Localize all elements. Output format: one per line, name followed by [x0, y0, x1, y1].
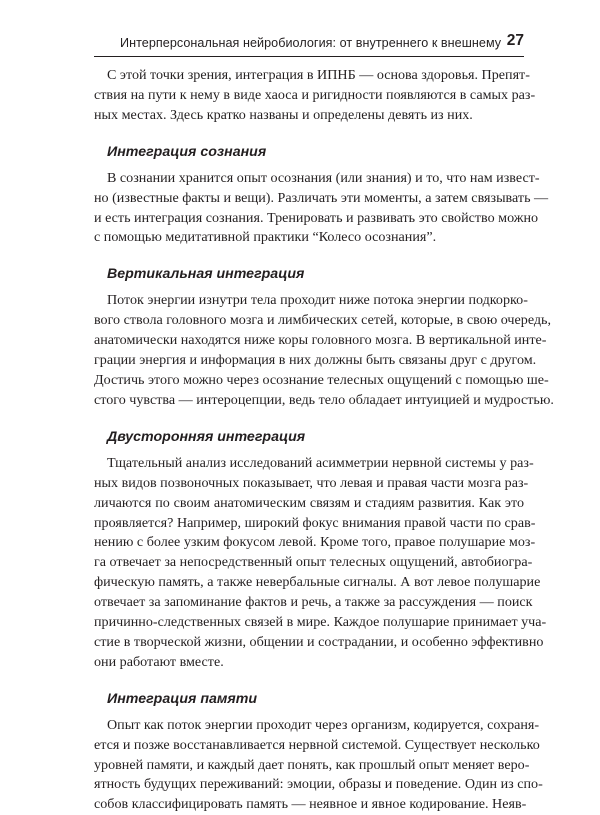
text-line: отвечает за запоминание фактов и речь, а также за рассуждения — поиск — [94, 594, 533, 611]
text-line: но (известные факты и вещи). Различать эти моменты, а затем связывать — — [94, 189, 549, 206]
section-heading-vertical: Вертикальная интеграция — [107, 266, 305, 283]
section-paragraph-bilateral — [94, 454, 547, 673]
text-line: уровней памяти, и каждый дает понять, как прошлый опыт меняет веро- — [94, 756, 530, 773]
text-line: Тщательный анализ исследований асимметрии нервной системы у раз- — [107, 454, 534, 471]
page-body — [94, 66, 554, 815]
text-line: собов классифицировать память — неявное и явное кодирование. Неяв- — [94, 796, 527, 813]
text-line: стие в творческой жизни, общении и сострадании, и особенно эффективно — [94, 633, 544, 650]
text-line: с помощью медитативной практики “Колесо осознания”. — [94, 229, 437, 246]
text-line: они работают вместе. — [94, 653, 224, 670]
text-line: В сознании хранится опыт осознания (или знания) и то, что нам извест- — [107, 169, 540, 186]
text-line: Поток энергии изнутри тела проходит ниже потока энергии подкорко- — [107, 292, 528, 309]
text-line: ствия на пути к нему в виде хаоса и ригидности появляются в самых раз- — [94, 86, 536, 103]
intro-paragraph — [94, 66, 536, 126]
text-line: грации энергия и информация в них должны быть связаны друг с другом. — [94, 352, 537, 369]
section-paragraph-vertical — [94, 291, 554, 410]
running-title: Интерперсональная нейробиология: от внутреннего к внешнему — [120, 36, 502, 50]
text-line: ется и позже восстанавливается нервной системой. Существует несколько — [94, 736, 540, 753]
text-line: ятность будущих переживаний: эмоции, образы и поведение. Один из спо- — [94, 776, 543, 793]
running-header — [94, 34, 524, 57]
text-line: ных видов позвоночных показывает, что левая и правая части мозга раз- — [94, 474, 529, 491]
text-line: ных местах. Здесь кратко названы и определены девять из них. — [94, 106, 473, 123]
text-line: причинно-следственных связей в мире. Каждое полушарие принимает уча- — [94, 614, 547, 631]
section-heading-bilateral: Двусторонняя интеграция — [107, 428, 306, 445]
section-paragraph-consciousness — [94, 169, 549, 249]
text-line: анатомически находятся ниже коры головного мозга. В вертикальной инте- — [94, 332, 547, 349]
page-number: 27 — [506, 32, 524, 49]
text-line: личаются по своим анатомическим связям и стадиям развития. Как это — [94, 494, 524, 511]
text-line: вого ствола головного мозга и лимбических сетей, которые, в свою очередь, — [94, 312, 552, 329]
text-line: С этой точки зрения, интеграция в ИПНБ — основа здоровья. Препят- — [107, 67, 530, 83]
text-line: га отвечает за непосредственный опыт телесных ощущений, автобиогра- — [94, 554, 533, 571]
section-paragraph-memory — [94, 716, 543, 815]
text-line: проявляется? Например, широкий фокус внимания правой части по срав- — [94, 514, 536, 531]
text-line: Достичь этого можно через осознание телесных ощущений с помощью ше- — [94, 371, 549, 388]
text-line: и есть интеграция сознания. Тренировать и развивать это свойство можно — [94, 209, 539, 226]
text-line: фическую память, а также невербальные сигналы. А вот левое полушарие — [94, 574, 541, 591]
text-line: нению с более узким фокусом левой. Кроме того, правое полушарие моз- — [94, 534, 536, 551]
text-line: стого чувства — интероцепции, ведь тело обладает интуицией и мудростью. — [94, 391, 554, 408]
section-heading-memory: Интеграция памяти — [107, 690, 258, 707]
section-heading-consciousness: Интеграция сознания — [107, 143, 267, 160]
text-line: Опыт как поток энергии проходит через организм, кодируется, сохраня- — [107, 716, 540, 733]
